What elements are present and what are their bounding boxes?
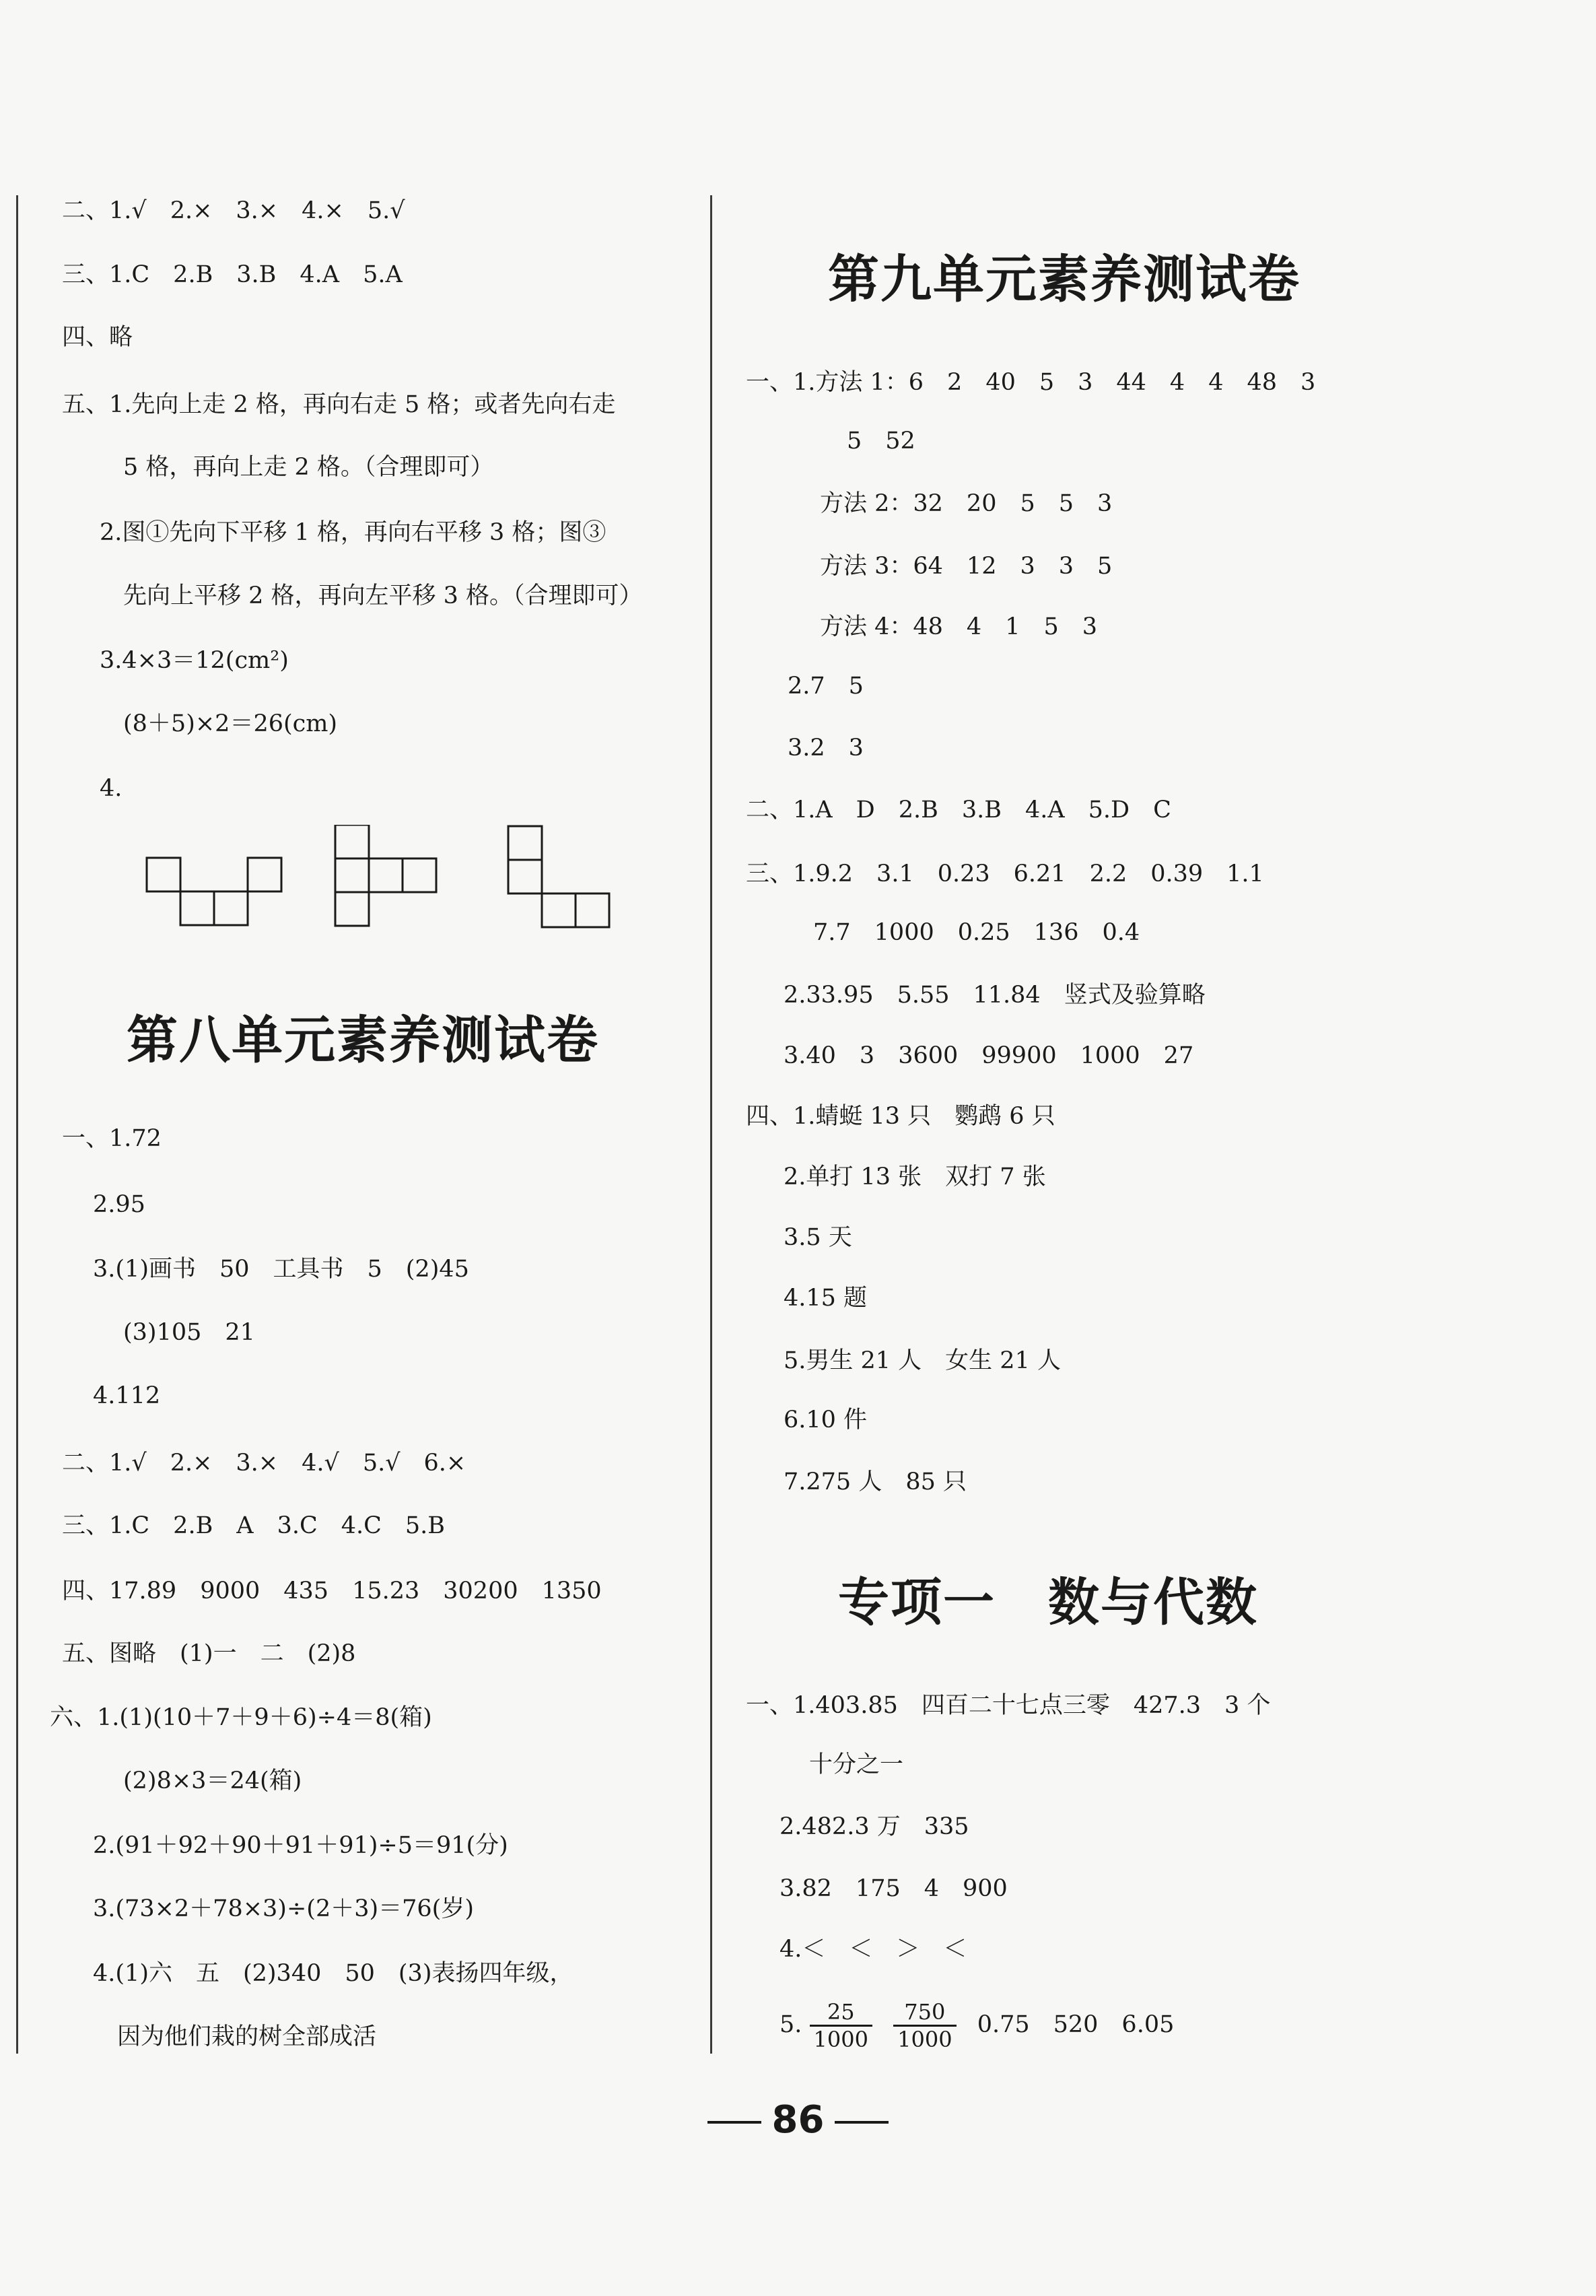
- right-line: 方法 2：32 20 5 5 3: [820, 490, 1113, 517]
- column-divider: [710, 195, 712, 2054]
- shape-one: [147, 858, 281, 925]
- fraction-750-1000: [893, 1999, 956, 2052]
- right-line: 十分之一: [809, 1751, 904, 1778]
- right-line: 3.5 天: [784, 1224, 852, 1251]
- fraction-25-1000: [810, 1999, 872, 2052]
- left-line: 三、1.C 2.B 3.B 4.A 5.A: [62, 261, 403, 288]
- left-line: 三、1.C 2.B A 3.C 4.C 5.B: [62, 1512, 446, 1539]
- right-line: 2.7 5: [788, 673, 864, 700]
- fraction-numerator: 750: [904, 1999, 946, 2025]
- left-line: 二、1.√ 2.× 3.× 4.√ 5.√ 6.×: [62, 1450, 466, 1477]
- right-line: 方法 3：64 12 3 3 5: [820, 553, 1113, 580]
- shape-three: [508, 826, 609, 927]
- page-number-value: 86: [771, 2098, 825, 2142]
- right-line: 三、1.9.2 3.1 0.23 6.21 2.2 0.39 1.1: [746, 860, 1264, 887]
- unit9-title: 第九单元素养测试卷: [828, 249, 1300, 309]
- left-line: 一、1.72: [62, 1125, 162, 1152]
- left-line: (2)8×3＝24(箱): [123, 1767, 302, 1794]
- page-number: [0, 2098, 1596, 2142]
- left-line: 3.4×3＝12(cm²): [100, 647, 289, 674]
- right-line: 一、1.403.85 四百二十七点三零 427.3 3 个: [746, 1692, 1271, 1719]
- left-line: 3.(73×2＋78×3)÷(2＋3)＝76(岁): [93, 1895, 474, 1922]
- right-line: 二、1.A D 2.B 3.B 4.A 5.D C: [746, 797, 1171, 823]
- left-line: 2.图①先向下平移 1 格，再向右平移 3 格；图③: [100, 519, 606, 546]
- right-line: 4.＜ ＜ ＞ ＜: [779, 1936, 967, 1963]
- left-line: (8＋5)×2＝26(cm): [123, 710, 338, 737]
- left-line: 四、17.89 9000 435 15.23 30200 1350: [62, 1578, 602, 1605]
- left-margin-rule: [16, 195, 18, 2054]
- fraction-line: [779, 1994, 1174, 2055]
- right-line: 2.33.95 5.55 11.84 竖式及验算略: [784, 982, 1206, 1009]
- fraction-denominator: 1000: [893, 2025, 956, 2052]
- left-line: 因为他们栽的树全部成活: [117, 2023, 377, 2050]
- right-line: 4.15 题: [784, 1285, 868, 1312]
- right-line: 7.7 1000 0.25 136 0.4: [813, 919, 1140, 946]
- page-number-dash: [835, 2121, 889, 2124]
- right-line: 3.2 3: [788, 735, 864, 762]
- unit8-title: 第八单元素养测试卷: [127, 1010, 599, 1070]
- right-line: 5.男生 21 人 女生 21 人: [784, 1347, 1061, 1374]
- grid-shapes-figure: [141, 825, 626, 946]
- right-line: 6.10 件: [784, 1407, 868, 1433]
- page-number-dash: [707, 2121, 761, 2124]
- right-line: 2.482.3 万 335: [779, 1813, 969, 1840]
- left-line: 4.(1)六 五 (2)340 50 (3)表扬四年级，: [93, 1960, 574, 1987]
- right-line: 5 52: [847, 428, 915, 454]
- left-line: 二、1.√ 2.× 3.× 4.× 5.√: [62, 197, 405, 224]
- left-line: 4.112: [93, 1382, 161, 1409]
- left-line: 3.(1)画书 50 工具书 5 (2)45: [93, 1256, 469, 1283]
- left-line: 六、1.(1)(10＋7＋9＋6)÷4＝8(箱): [50, 1704, 432, 1731]
- left-line: (3)105 21: [123, 1319, 255, 1346]
- right-line: 四、1.蜻蜓 13 只 鹦鹉 6 只: [746, 1103, 1055, 1130]
- left-line: 2.95: [93, 1191, 145, 1218]
- right-line: 3.40 3 3600 99900 1000 27: [784, 1042, 1194, 1069]
- right-line: 2.单打 13 张 双打 7 张: [784, 1163, 1046, 1190]
- left-line: 4.: [100, 775, 123, 802]
- left-line: 五、图略 (1)一 二 (2)8: [62, 1640, 356, 1667]
- item-prefix: 5.: [779, 2011, 802, 2038]
- special-title: 专项一 数与代数: [838, 1572, 1258, 1632]
- shape-two: [335, 825, 436, 926]
- right-line: 方法 4：48 4 1 5 3: [820, 613, 1098, 640]
- right-line: 3.82 175 4 900: [779, 1875, 1008, 1902]
- left-line: 五、1.先向上走 2 格，再向右走 5 格；或者先向右走: [62, 391, 616, 418]
- left-line: 2.(91＋92＋90＋91＋91)÷5＝91(分): [93, 1832, 508, 1859]
- left-line: 5 格，再向上走 2 格。（合理即可）: [123, 454, 494, 481]
- fraction-denominator: 1000: [810, 2025, 872, 2052]
- fraction-numerator: 25: [827, 1999, 855, 2025]
- fraction-line-rest: 0.75 520 6.05: [977, 2011, 1175, 2038]
- right-line: 一、1.方法 1：6 2 40 5 3 44 4 4 48 3: [746, 369, 1316, 396]
- left-line: 四、略: [62, 324, 133, 351]
- left-line: 先向上平移 2 格，再向左平移 3 格。（合理即可）: [123, 582, 643, 609]
- right-line: 7.275 人 85 只: [784, 1468, 967, 1495]
